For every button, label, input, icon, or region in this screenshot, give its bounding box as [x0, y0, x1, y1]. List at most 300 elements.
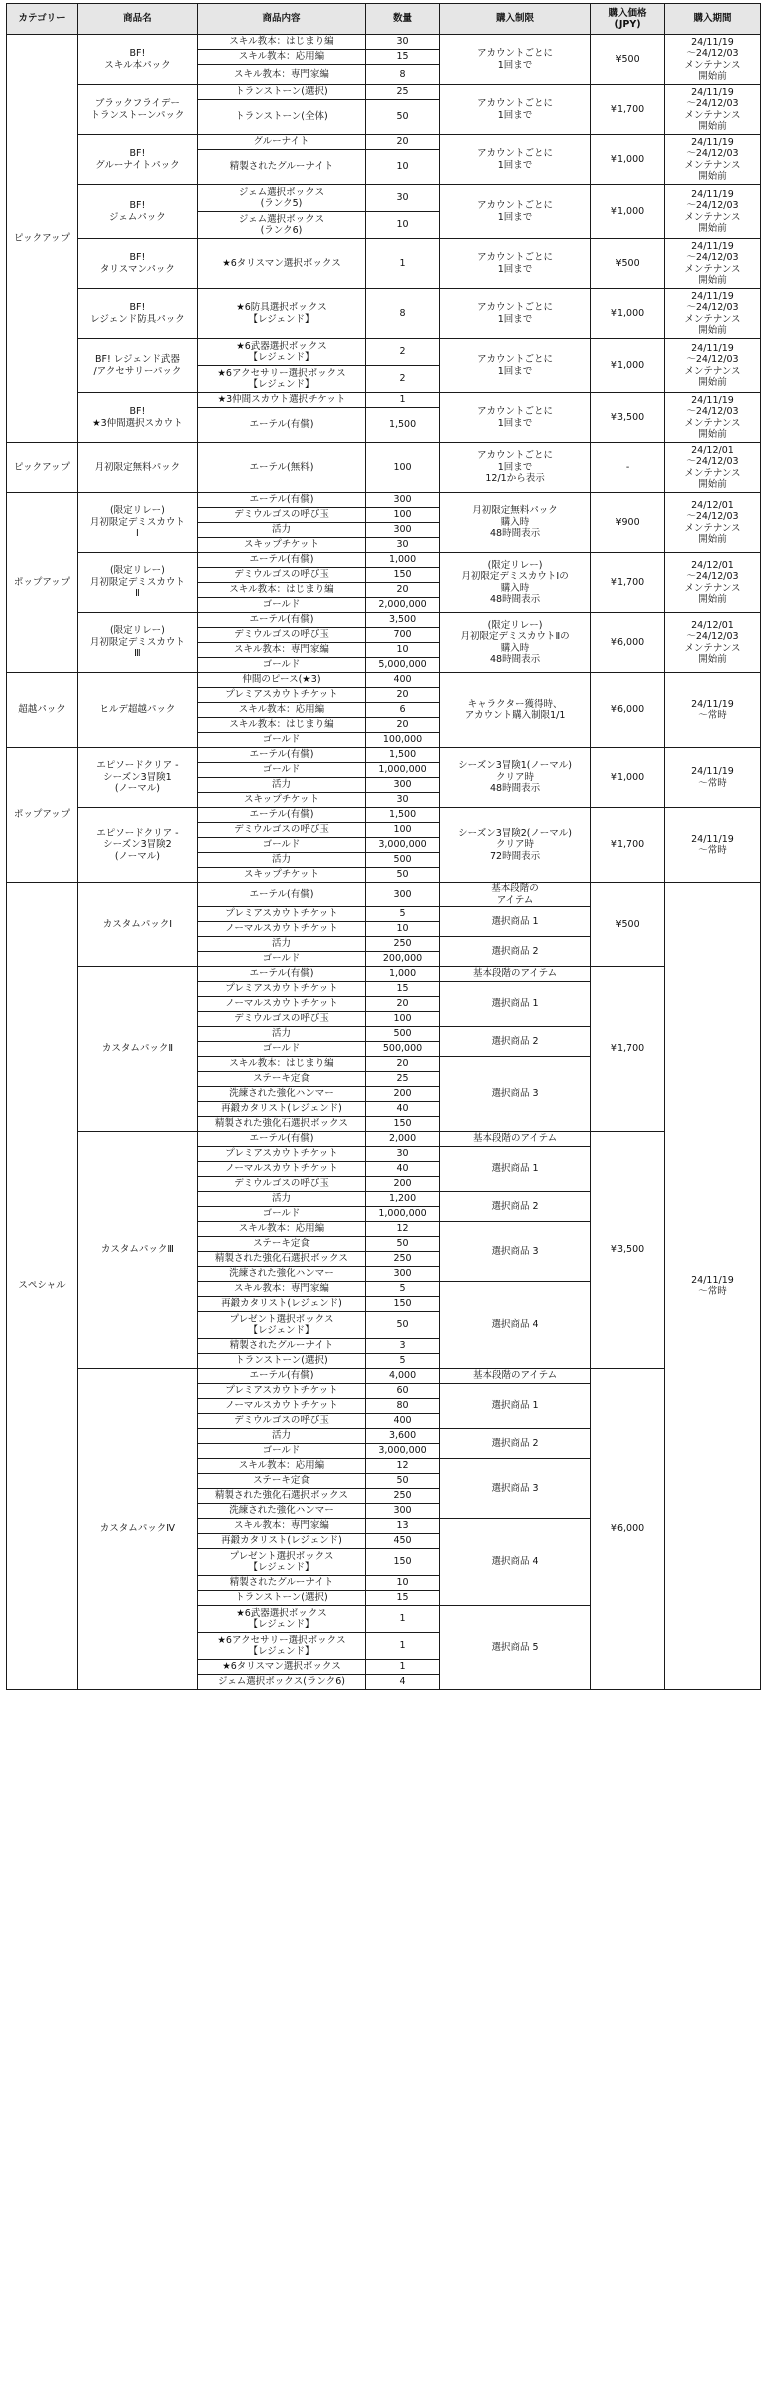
item-name-cell: 精製された強化石選択ボックス [197, 1252, 365, 1267]
item-name-cell: スキル教本：はじまり編 [197, 718, 365, 733]
limit-cell: アカウントごとに 1回まで [439, 393, 590, 443]
item-name-cell: エーテル(有償) [197, 748, 365, 763]
item-name-cell: ジェム選択ボックス (ランク5) [197, 185, 365, 212]
limit-cell: アカウントごとに 1回まで [439, 339, 590, 393]
item-name-cell: エーテル(無料) [197, 443, 365, 493]
item-quantity-cell: 500 [366, 853, 440, 868]
item-name-cell: ノーマルスカウトチケット [197, 1162, 365, 1177]
pack-name-cell: 月初限定無料パック [78, 443, 198, 493]
item-name-cell: 精製されたグルーナイト [197, 1339, 365, 1354]
selection-group-cell: 基本段階のアイテム [439, 1369, 590, 1384]
item-name-cell: ★6アクセサリー選択ボックス 【レジェンド】 [197, 1633, 365, 1660]
table-row [7, 883, 761, 907]
item-name-cell: プレミアスカウトチケット [197, 907, 365, 922]
item-quantity-cell: 2 [366, 366, 440, 393]
item-name-cell: スキル教本：専門家編 [197, 643, 365, 658]
pack-name-cell: BF! ★3仲間選択スカウト [78, 393, 198, 443]
limit-cell: アカウントごとに 1回まで [439, 185, 590, 239]
limit-cell: アカウントごとに 1回まで [439, 239, 590, 289]
table-row [7, 748, 761, 763]
limit-cell: アカウントごとに 1回まで [439, 85, 590, 135]
limit-cell: (限定リレー) 月初限定デミスカウトⅠの 購入時 48時間表示 [439, 553, 590, 613]
price-cell: ¥3,500 [591, 393, 665, 443]
item-name-cell: プレミアスカウトチケット [197, 688, 365, 703]
table-row [7, 1369, 761, 1384]
pack-name-cell: エピソードクリア - シーズン3冒険1 (ノーマル) [78, 748, 198, 808]
pack-name-cell: カスタムパックⅣ [78, 1369, 198, 1690]
item-name-cell: グルーナイト [197, 135, 365, 150]
header-pack-name: 商品名 [78, 4, 198, 35]
item-name-cell: エーテル(有償) [197, 808, 365, 823]
item-quantity-cell: 20 [366, 718, 440, 733]
item-name-cell: 再鍛カタリスト(レジェンド) [197, 1297, 365, 1312]
item-quantity-cell: 50 [366, 1474, 440, 1489]
item-quantity-cell: 3,000,000 [366, 1444, 440, 1459]
pack-table [6, 3, 761, 1690]
item-quantity-cell: 5,000,000 [366, 658, 440, 673]
item-name-cell: ノーマルスカウトチケット [197, 922, 365, 937]
header-category: カテゴリー [7, 4, 78, 35]
table-row [7, 185, 761, 212]
item-name-cell: 洗練された強化ハンマー [197, 1267, 365, 1282]
item-name-cell: 精製されたグルーナイト [197, 1576, 365, 1591]
period-cell: 24/12/01 ～24/12/03 メンテナンス 開始前 [664, 553, 760, 613]
item-quantity-cell: 50 [366, 1312, 440, 1339]
pack-name-cell: (限定リレー) 月初限定デミスカウト Ⅰ [78, 493, 198, 553]
item-name-cell: ゴールド [197, 1042, 365, 1057]
price-cell: ¥900 [591, 493, 665, 553]
period-cell: 24/11/19 ～24/12/03 メンテナンス 開始前 [664, 393, 760, 443]
item-quantity-cell: 1 [366, 393, 440, 408]
pack-name-cell: BF! タリスマンパック [78, 239, 198, 289]
item-name-cell: エーテル(有償) [197, 1369, 365, 1384]
item-name-cell: ゴールド [197, 598, 365, 613]
item-quantity-cell: 3,000,000 [366, 838, 440, 853]
item-name-cell: エーテル(有償) [197, 408, 365, 443]
price-cell: ¥1,700 [591, 808, 665, 883]
header-limit: 購入制限 [439, 4, 590, 35]
item-name-cell: 仲間のピース(★3) [197, 673, 365, 688]
item-name-cell: 活力 [197, 937, 365, 952]
price-cell: ¥1,700 [591, 553, 665, 613]
limit-cell: 月初限定無料パック 購入時 48時間表示 [439, 493, 590, 553]
item-quantity-cell: 10 [366, 1576, 440, 1591]
item-name-cell: スキル教本：応用編 [197, 1222, 365, 1237]
price-cell: ¥1,000 [591, 135, 665, 185]
selection-group-cell: 選択商品 3 [439, 1057, 590, 1132]
item-quantity-cell: 250 [366, 1489, 440, 1504]
item-name-cell: ★6タリスマン選択ボックス [197, 1660, 365, 1675]
table-row [7, 393, 761, 408]
pack-name-cell: ヒルデ超越パック [78, 673, 198, 748]
item-quantity-cell: 700 [366, 628, 440, 643]
item-quantity-cell: 1,500 [366, 808, 440, 823]
item-quantity-cell: 13 [366, 1519, 440, 1534]
price-cell: ¥500 [591, 883, 665, 967]
item-quantity-cell: 450 [366, 1534, 440, 1549]
period-cell: 24/11/19 ～常時 [664, 808, 760, 883]
item-name-cell: スキル教本：専門家編 [197, 1282, 365, 1297]
item-name-cell: 精製された強化石選択ボックス [197, 1117, 365, 1132]
price-cell: ¥6,000 [591, 613, 665, 673]
limit-cell: アカウントごとに 1回まで [439, 135, 590, 185]
table-row [7, 1132, 761, 1147]
header-contents: 商品内容 [197, 4, 365, 35]
item-quantity-cell: 10 [366, 922, 440, 937]
item-name-cell: ゴールド [197, 838, 365, 853]
item-quantity-cell: 300 [366, 1504, 440, 1519]
item-quantity-cell: 150 [366, 1549, 440, 1576]
table-row [7, 613, 761, 628]
item-quantity-cell: 500,000 [366, 1042, 440, 1057]
selection-group-cell: 選択商品 2 [439, 1027, 590, 1057]
item-quantity-cell: 1 [366, 1660, 440, 1675]
category-cell: ピックアップ [7, 35, 78, 443]
item-quantity-cell: 8 [366, 65, 440, 85]
period-cell: 24/11/19 ～常時 [664, 673, 760, 748]
item-quantity-cell: 100 [366, 508, 440, 523]
item-quantity-cell: 25 [366, 85, 440, 100]
item-name-cell: ★6武器選択ボックス 【レジェンド】 [197, 1606, 365, 1633]
item-name-cell: デミウルゴスの呼び玉 [197, 1012, 365, 1027]
item-quantity-cell: 300 [366, 1267, 440, 1282]
period-cell: 24/11/19 ～24/12/03 メンテナンス 開始前 [664, 135, 760, 185]
period-cell: 24/11/19 ～24/12/03 メンテナンス 開始前 [664, 85, 760, 135]
pack-name-cell: BF! レジェンド武器 /アクセサリーパック [78, 339, 198, 393]
selection-group-cell: 選択商品 5 [439, 1606, 590, 1690]
item-quantity-cell: 200 [366, 1177, 440, 1192]
item-quantity-cell: 300 [366, 883, 440, 907]
item-name-cell: スキル教本：はじまり編 [197, 1057, 365, 1072]
item-quantity-cell: 12 [366, 1222, 440, 1237]
item-quantity-cell: 1,000 [366, 553, 440, 568]
item-quantity-cell: 10 [366, 212, 440, 239]
limit-cell: アカウントごとに 1回まで 12/1から表示 [439, 443, 590, 493]
period-cell: 24/11/19 ～24/12/03 メンテナンス 開始前 [664, 35, 760, 85]
item-name-cell: ステーキ定食 [197, 1072, 365, 1087]
selection-group-cell: 選択商品 1 [439, 1147, 590, 1192]
header-row [7, 4, 761, 35]
item-name-cell: スキップチケット [197, 538, 365, 553]
item-name-cell: トランストーン(選択) [197, 85, 365, 100]
item-quantity-cell: 500 [366, 1027, 440, 1042]
item-name-cell: 再鍛カタリスト(レジェンド) [197, 1534, 365, 1549]
item-name-cell: 精製された強化石選択ボックス [197, 1489, 365, 1504]
table-row [7, 808, 761, 823]
selection-group-cell: 選択商品 1 [439, 982, 590, 1027]
item-quantity-cell: 12 [366, 1459, 440, 1474]
item-name-cell: デミウルゴスの呼び玉 [197, 1414, 365, 1429]
limit-cell: シーズン3冒険2(ノーマル) クリア時 72時間表示 [439, 808, 590, 883]
selection-group-cell: 選択商品 2 [439, 1192, 590, 1222]
item-name-cell: デミウルゴスの呼び玉 [197, 628, 365, 643]
price-cell: ¥1,700 [591, 967, 665, 1132]
selection-group-cell: 選択商品 3 [439, 1222, 590, 1282]
item-name-cell: スキップチケット [197, 868, 365, 883]
item-quantity-cell: 400 [366, 673, 440, 688]
item-name-cell: ゴールド [197, 733, 365, 748]
price-cell: ¥500 [591, 35, 665, 85]
item-name-cell: 精製されたグルーナイト [197, 150, 365, 185]
item-name-cell: 洗練された強化ハンマー [197, 1087, 365, 1102]
table-row [7, 239, 761, 289]
item-name-cell: ★6アクセサリー選択ボックス 【レジェンド】 [197, 366, 365, 393]
item-name-cell: スキル教本：応用編 [197, 1459, 365, 1474]
limit-cell: (限定リレー) 月初限定デミスカウトⅡの 購入時 48時間表示 [439, 613, 590, 673]
item-name-cell: ステーキ定食 [197, 1237, 365, 1252]
item-name-cell: 活力 [197, 1027, 365, 1042]
item-name-cell: ★6武器選択ボックス 【レジェンド】 [197, 339, 365, 366]
item-quantity-cell: 20 [366, 997, 440, 1012]
item-quantity-cell: 50 [366, 868, 440, 883]
period-cell: 24/11/19 ～常時 [664, 883, 760, 1690]
item-quantity-cell: 5 [366, 1282, 440, 1297]
item-quantity-cell: 30 [366, 185, 440, 212]
selection-group-cell: 選択商品 1 [439, 907, 590, 937]
price-cell: ¥6,000 [591, 673, 665, 748]
item-quantity-cell: 1 [366, 1633, 440, 1660]
item-name-cell: デミウルゴスの呼び玉 [197, 508, 365, 523]
item-name-cell: ゴールド [197, 1444, 365, 1459]
item-name-cell: エーテル(有償) [197, 553, 365, 568]
period-cell: 24/11/19 ～24/12/03 メンテナンス 開始前 [664, 185, 760, 239]
selection-group-cell: 選択商品 1 [439, 1384, 590, 1429]
item-name-cell: スキル教本：応用編 [197, 50, 365, 65]
item-name-cell: エーテル(有償) [197, 1132, 365, 1147]
item-name-cell: ★6タリスマン選択ボックス [197, 239, 365, 289]
table-row [7, 289, 761, 339]
item-quantity-cell: 300 [366, 523, 440, 538]
item-quantity-cell: 2,000,000 [366, 598, 440, 613]
item-quantity-cell: 20 [366, 1057, 440, 1072]
item-quantity-cell: 5 [366, 1354, 440, 1369]
item-quantity-cell: 4,000 [366, 1369, 440, 1384]
table-row [7, 443, 761, 493]
item-name-cell: プレミアスカウトチケット [197, 982, 365, 997]
item-name-cell: スキル教本：専門家編 [197, 1519, 365, 1534]
item-name-cell: スキル教本：応用編 [197, 703, 365, 718]
pack-name-cell: エピソードクリア - シーズン3冒険2 (ノーマル) [78, 808, 198, 883]
item-name-cell: プレゼント選択ボックス 【レジェンド】 [197, 1549, 365, 1576]
selection-group-cell: 選択商品 3 [439, 1459, 590, 1519]
limit-cell: アカウントごとに 1回まで [439, 289, 590, 339]
selection-group-cell: 選択商品 4 [439, 1519, 590, 1606]
item-name-cell: トランストーン(選択) [197, 1591, 365, 1606]
selection-group-cell: 選択商品 2 [439, 937, 590, 967]
header-quantity: 数量 [366, 4, 440, 35]
table-row [7, 553, 761, 568]
item-quantity-cell: 60 [366, 1384, 440, 1399]
item-name-cell: デミウルゴスの呼び玉 [197, 1177, 365, 1192]
limit-cell: キャラクター獲得時、 アカウント購入制限1/1 [439, 673, 590, 748]
item-quantity-cell: 30 [366, 1147, 440, 1162]
period-cell: 24/12/01 ～24/12/03 メンテナンス 開始前 [664, 613, 760, 673]
item-quantity-cell: 3 [366, 1339, 440, 1354]
item-quantity-cell: 1,000 [366, 967, 440, 982]
selection-group-cell: 基本段階のアイテム [439, 1132, 590, 1147]
item-quantity-cell: 250 [366, 937, 440, 952]
item-quantity-cell: 40 [366, 1102, 440, 1117]
item-quantity-cell: 3,600 [366, 1429, 440, 1444]
item-name-cell: 再鍛カタリスト(レジェンド) [197, 1102, 365, 1117]
item-quantity-cell: 100 [366, 443, 440, 493]
item-name-cell: ジェム選択ボックス (ランク6) [197, 212, 365, 239]
item-quantity-cell: 6 [366, 703, 440, 718]
price-cell: ¥1,000 [591, 185, 665, 239]
item-quantity-cell: 15 [366, 1591, 440, 1606]
item-quantity-cell: 30 [366, 35, 440, 50]
item-name-cell: ★3仲間スカウト選択チケット [197, 393, 365, 408]
table-row [7, 35, 761, 50]
item-name-cell: 活力 [197, 1429, 365, 1444]
item-quantity-cell: 300 [366, 778, 440, 793]
table-row [7, 967, 761, 982]
item-quantity-cell: 100,000 [366, 733, 440, 748]
item-quantity-cell: 200 [366, 1087, 440, 1102]
item-quantity-cell: 50 [366, 1237, 440, 1252]
item-name-cell: スキル教本：はじまり編 [197, 35, 365, 50]
item-quantity-cell: 15 [366, 982, 440, 997]
header-price: 購入価格 (JPY) [591, 4, 665, 35]
item-quantity-cell: 4 [366, 1675, 440, 1690]
pack-name-cell: カスタムパックⅢ [78, 1132, 198, 1369]
item-name-cell: ゴールド [197, 1207, 365, 1222]
period-cell: 24/12/01 ～24/12/03 メンテナンス 開始前 [664, 443, 760, 493]
price-cell: ¥500 [591, 239, 665, 289]
item-name-cell: エーテル(有償) [197, 967, 365, 982]
category-cell: ポップアップ [7, 748, 78, 883]
item-quantity-cell: 20 [366, 583, 440, 598]
price-cell: ¥1,000 [591, 339, 665, 393]
pack-name-cell: カスタムパックⅡ [78, 967, 198, 1132]
period-cell: 24/11/19 ～24/12/03 メンテナンス 開始前 [664, 239, 760, 289]
pack-name-cell: ブラックフライデー トランストーンパック [78, 85, 198, 135]
item-name-cell: スキップチケット [197, 793, 365, 808]
pack-name-cell: BF! レジェンド防具パック [78, 289, 198, 339]
item-quantity-cell: 150 [366, 1117, 440, 1132]
item-quantity-cell: 10 [366, 643, 440, 658]
pack-name-cell: (限定リレー) 月初限定デミスカウト Ⅱ [78, 553, 198, 613]
item-name-cell: ゴールド [197, 952, 365, 967]
period-cell: 24/11/19 ～24/12/03 メンテナンス 開始前 [664, 339, 760, 393]
item-quantity-cell: 1,200 [366, 1192, 440, 1207]
table-row [7, 493, 761, 508]
pack-name-cell: BF! ジェムパック [78, 185, 198, 239]
price-cell: ¥6,000 [591, 1369, 665, 1690]
pack-name-cell: BF! グルーナイトパック [78, 135, 198, 185]
pack-name-cell: BF! スキル本パック [78, 35, 198, 85]
item-name-cell: 活力 [197, 778, 365, 793]
item-quantity-cell: 2,000 [366, 1132, 440, 1147]
selection-group-cell: 基本段階のアイテム [439, 967, 590, 982]
item-name-cell: ノーマルスカウトチケット [197, 1399, 365, 1414]
item-name-cell: デミウルゴスの呼び玉 [197, 568, 365, 583]
selection-group-cell: 基本段階の アイテム [439, 883, 590, 907]
item-quantity-cell: 300 [366, 493, 440, 508]
item-quantity-cell: 200,000 [366, 952, 440, 967]
price-cell: ¥3,500 [591, 1132, 665, 1369]
table-row [7, 135, 761, 150]
item-name-cell: ★6防具選択ボックス 【レジェンド】 [197, 289, 365, 339]
item-name-cell: エーテル(有償) [197, 613, 365, 628]
item-name-cell: 洗練された強化ハンマー [197, 1504, 365, 1519]
item-name-cell: 活力 [197, 853, 365, 868]
item-name-cell: ゴールド [197, 763, 365, 778]
selection-group-cell: 選択商品 4 [439, 1282, 590, 1369]
category-cell: スペシャル [7, 883, 78, 1690]
item-quantity-cell: 150 [366, 1297, 440, 1312]
header-period: 購入期間 [664, 4, 760, 35]
item-quantity-cell: 30 [366, 538, 440, 553]
category-cell: ポップアップ [7, 493, 78, 673]
period-cell: 24/12/01 ～24/12/03 メンテナンス 開始前 [664, 493, 760, 553]
table-row [7, 339, 761, 366]
item-quantity-cell: 1,000,000 [366, 1207, 440, 1222]
item-quantity-cell: 100 [366, 1012, 440, 1027]
item-quantity-cell: 40 [366, 1162, 440, 1177]
item-name-cell: デミウルゴスの呼び玉 [197, 823, 365, 838]
item-name-cell: プレゼント選択ボックス 【レジェンド】 [197, 1312, 365, 1339]
price-cell: - [591, 443, 665, 493]
item-quantity-cell: 3,500 [366, 613, 440, 628]
item-quantity-cell: 8 [366, 289, 440, 339]
item-quantity-cell: 2 [366, 339, 440, 366]
table-row [7, 673, 761, 688]
item-quantity-cell: 15 [366, 50, 440, 65]
item-name-cell: トランストーン(全体) [197, 100, 365, 135]
item-quantity-cell: 30 [366, 793, 440, 808]
pack-name-cell: カスタムパックⅠ [78, 883, 198, 967]
item-quantity-cell: 400 [366, 1414, 440, 1429]
limit-cell: シーズン3冒険1(ノーマル) クリア時 48時間表示 [439, 748, 590, 808]
item-name-cell: スキル教本：はじまり編 [197, 583, 365, 598]
item-name-cell: スキル教本：専門家編 [197, 65, 365, 85]
period-cell: 24/11/19 ～常時 [664, 748, 760, 808]
category-cell: ピックアップ [7, 443, 78, 493]
item-quantity-cell: 1,500 [366, 408, 440, 443]
item-quantity-cell: 150 [366, 568, 440, 583]
period-cell: 24/11/19 ～24/12/03 メンテナンス 開始前 [664, 289, 760, 339]
item-quantity-cell: 1 [366, 239, 440, 289]
table-row [7, 85, 761, 100]
item-quantity-cell: 5 [366, 907, 440, 922]
price-cell: ¥1,000 [591, 748, 665, 808]
item-quantity-cell: 50 [366, 100, 440, 135]
category-cell: 超越パック [7, 673, 78, 748]
item-quantity-cell: 1 [366, 1606, 440, 1633]
item-name-cell: 活力 [197, 1192, 365, 1207]
item-quantity-cell: 20 [366, 135, 440, 150]
pack-name-cell: (限定リレー) 月初限定デミスカウト Ⅲ [78, 613, 198, 673]
item-name-cell: エーテル(有償) [197, 493, 365, 508]
item-quantity-cell: 1,500 [366, 748, 440, 763]
item-name-cell: ステーキ定食 [197, 1474, 365, 1489]
item-name-cell: トランストーン(選択) [197, 1354, 365, 1369]
item-quantity-cell: 10 [366, 150, 440, 185]
item-quantity-cell: 20 [366, 688, 440, 703]
selection-group-cell: 選択商品 2 [439, 1429, 590, 1459]
item-quantity-cell: 250 [366, 1252, 440, 1267]
item-quantity-cell: 25 [366, 1072, 440, 1087]
item-quantity-cell: 1,000,000 [366, 763, 440, 778]
price-cell: ¥1,700 [591, 85, 665, 135]
item-name-cell: プレミアスカウトチケット [197, 1384, 365, 1399]
item-name-cell: エーテル(有償) [197, 883, 365, 907]
item-name-cell: プレミアスカウトチケット [197, 1147, 365, 1162]
item-name-cell: ノーマルスカウトチケット [197, 997, 365, 1012]
item-quantity-cell: 100 [366, 823, 440, 838]
item-quantity-cell: 80 [366, 1399, 440, 1414]
